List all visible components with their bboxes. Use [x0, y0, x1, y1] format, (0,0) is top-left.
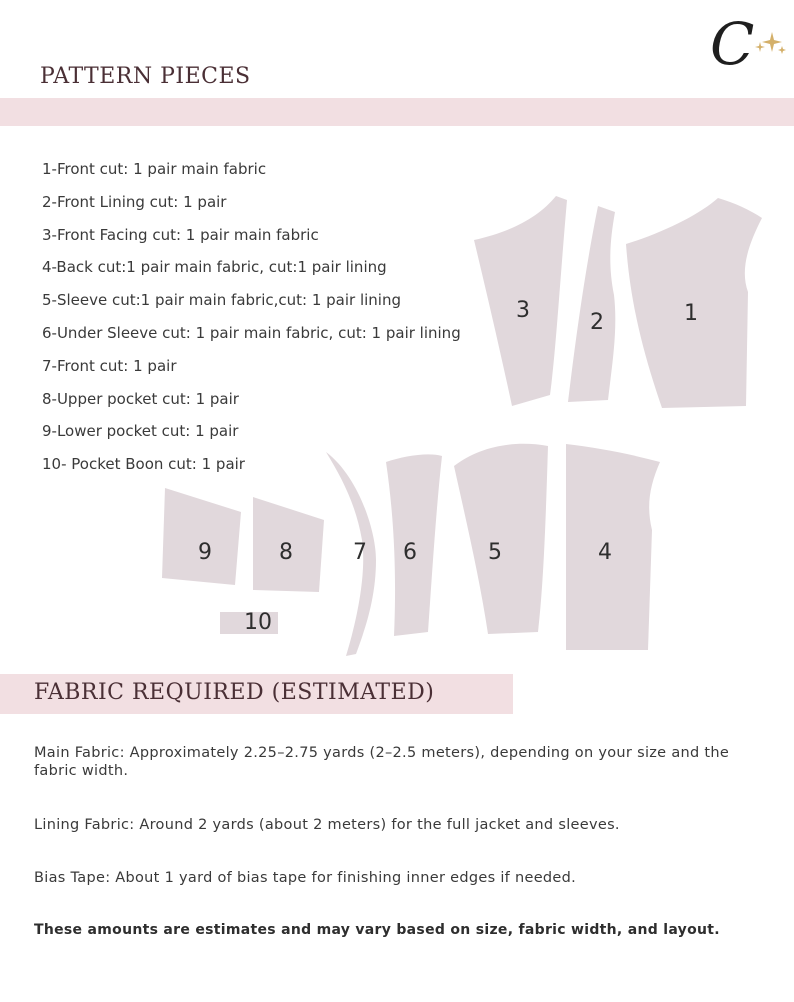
list-item: 1-Front cut: 1 pair main fabric	[42, 160, 267, 178]
piece-label: 2	[590, 310, 604, 335]
piece-label: 8	[279, 540, 293, 565]
bias-tape-text: Bias Tape: About 1 yard of bias tape for finishing inner edges if needed.	[34, 870, 577, 886]
piece-label: 1	[684, 301, 698, 326]
fabric-required-title: FABRIC REQUIRED (ESTIMATED)	[34, 680, 435, 705]
piece-label: 6	[403, 540, 417, 565]
lining-fabric-text: Lining Fabric: Around 2 yards (about 2 meters) for the full jacket and sleeves.	[34, 817, 620, 833]
pattern-piece-5	[454, 444, 548, 634]
piece-label: 5	[488, 540, 502, 565]
pattern-pieces-title: PATTERN PIECES	[40, 64, 251, 89]
piece-label: 7	[353, 540, 367, 565]
piece-label: 9	[198, 540, 212, 565]
list-item: 7-Front cut: 1 pair	[42, 356, 177, 375]
pattern-piece-7	[326, 452, 376, 656]
list-item: 3-Front Facing cut: 1 pair main fabric	[42, 225, 319, 244]
pattern-piece-4	[566, 444, 660, 650]
list-item: 10- Pocket Boon cut: 1 pair	[42, 455, 245, 474]
list-item: 2-Front Lining cut: 1 pair	[42, 192, 227, 211]
main-fabric-text: Main Fabric: Approximately 2.25–2.75 yards (2–2.5 meters), depending on your size and the fabric width.	[34, 745, 730, 779]
list-item: 9-Lower pocket cut: 1 pair	[42, 422, 239, 441]
list-item: 8-Upper pocket cut: 1 pair	[42, 389, 239, 408]
pattern-piece-9	[162, 488, 241, 585]
list-item: 6-Under Sleeve cut: 1 pair main fabric, cut: 1 pair lining	[42, 323, 461, 342]
piece-label: 4	[598, 540, 612, 565]
list-item: 4-Back cut:1 pair main fabric, cut:1 pair lining	[42, 258, 387, 277]
piece-label: 10	[244, 610, 272, 635]
estimate-note: These amounts are estimates and may vary based on size, fabric width, and layout.	[34, 922, 720, 938]
logo-letter: C	[710, 10, 755, 78]
piece-label: 3	[516, 298, 530, 323]
pattern-piece-2	[568, 206, 615, 402]
list-item: 5-Sleeve cut:1 pair main fabric,cut: 1 pair lining	[42, 291, 402, 310]
